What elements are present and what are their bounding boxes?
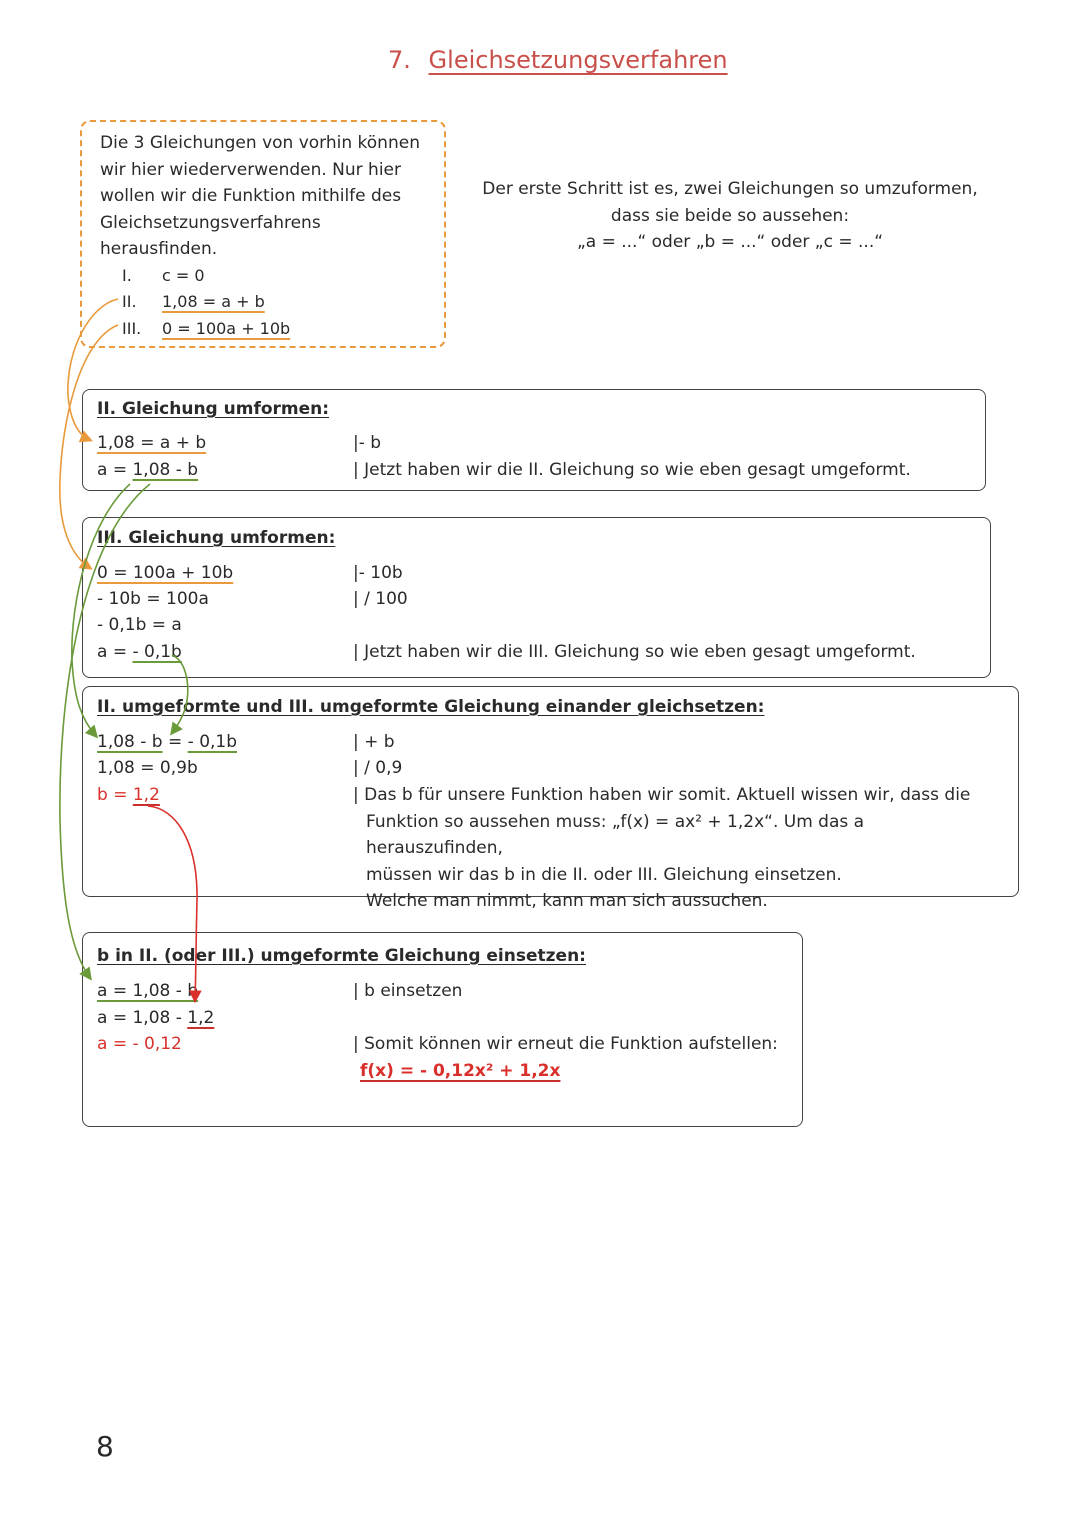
box4-eq3-prefix: b =	[97, 785, 133, 805]
intro-line: wir hier wiederverwenden. Nur hier	[100, 159, 402, 180]
equation: 0 = 100a + 10b	[162, 318, 291, 338]
box4-note-line: | Das b für unsere Funktion haben wir somit. Aktuell wissen wir, dass die	[353, 785, 971, 805]
box4-eq1-mid: =	[162, 732, 188, 752]
title-text: Gleichsetzungsverfahren	[428, 46, 728, 74]
box5-eq2-prefix: a = 1,08 -	[97, 1008, 188, 1028]
intro-line: wollen wir die Funktion mithilfe des	[100, 186, 402, 206]
intro-line: Die 3 Gleichungen von vorhin können	[100, 133, 420, 153]
box2-eq2-prefix: a =	[97, 460, 133, 480]
roman-numeral: III.	[122, 318, 142, 338]
first-step-line: Der erste Schritt ist es, zwei Gleichungen so umzuformen,	[482, 179, 978, 199]
arrow-red-b	[148, 806, 197, 1000]
box5-op3: | Somit können wir erneut die Funktion aufstellen:	[353, 1034, 778, 1054]
box4-eq1-left: 1,08 - b	[97, 732, 163, 752]
box2-eq2-value: 1,08 - b	[132, 460, 199, 480]
function-result-text: f(x) = - 0,12x² + 1,2x	[360, 1061, 561, 1081]
intro-line: herausfinden.	[100, 239, 218, 259]
box3-op4: | Jetzt haben wir die III. Gleichung so wie eben gesagt umgeformt.	[353, 642, 916, 662]
box5-heading: b in II. (oder III.) umgeformte Gleichung einsetzen:	[97, 946, 586, 966]
box2-heading: II. Gleichung umformen:	[97, 399, 330, 419]
arrow-green-iii	[172, 655, 188, 733]
box5-eq3: a = - 0,12	[97, 1034, 182, 1054]
box3-op1: |- 10b	[353, 563, 403, 583]
box4-eq3-value: 1,2	[132, 785, 160, 805]
box3-eq3: - 0,1b = a	[97, 615, 182, 635]
title-number: 7.	[388, 46, 411, 74]
page-number: 8	[96, 1430, 114, 1463]
arrow-green-ii	[72, 484, 133, 736]
first-step-line: dass sie beide so aussehen:	[610, 205, 850, 226]
equation: 1,08 = a + b	[162, 292, 265, 311]
roman-numeral: I.	[122, 265, 132, 285]
box2-op2: | Jetzt haben wir die II. Gleichung so wie eben gesagt umgeformt.	[353, 460, 911, 480]
roman-numeral: II.	[122, 292, 137, 311]
box4-op2: | / 0,9	[353, 758, 403, 778]
box4-eq1-right: - 0,1b	[187, 732, 238, 752]
arrow-orange-ii	[68, 299, 118, 440]
box3-eq1-text: 0 = 100a + 10b	[97, 563, 234, 583]
box3-eq4-value: - 0,1b	[132, 642, 182, 662]
box4-note-line: Funktion so aussehen muss: „f(x) = ax² + 1,2x“. Um das a herauszufinden,	[366, 811, 865, 858]
box5-op1: | b einsetzen	[353, 981, 463, 1001]
box4-op1: | + b	[353, 732, 395, 752]
box4-note-line: müssen wir das b in die II. oder III. Gleichung einsetzen.	[366, 864, 842, 885]
box4-heading: II. umgeformte und III. umgeformte Gleichung einander gleichsetzen:	[97, 697, 765, 717]
box5-eq2-value: 1,2	[187, 1008, 215, 1028]
box3-eq2: - 10b = 100a	[97, 589, 209, 609]
arrow-green-insert	[60, 484, 150, 978]
equation: c = 0	[162, 265, 205, 285]
box4-note-line: Welche man nimmt, kann man sich aussuchen.	[366, 891, 768, 911]
box3-heading: III. Gleichung umformen:	[97, 528, 336, 548]
box2-op1: |- b	[353, 433, 382, 453]
box3-op2: | / 100	[353, 589, 408, 609]
box4-eq2: 1,08 = 0,9b	[97, 758, 198, 778]
box2-eq1-text: 1,08 = a + b	[97, 433, 207, 453]
arrow-orange-iii	[60, 325, 118, 568]
box3-eq4-prefix: a =	[97, 642, 133, 662]
first-step-line: „a = ...“ oder „b = ...“ oder „c = ...“	[576, 232, 884, 252]
intro-line: Gleichsetzungsverfahrens	[100, 212, 321, 233]
box5-eq1-text: a = 1,08 - b	[97, 981, 199, 1001]
